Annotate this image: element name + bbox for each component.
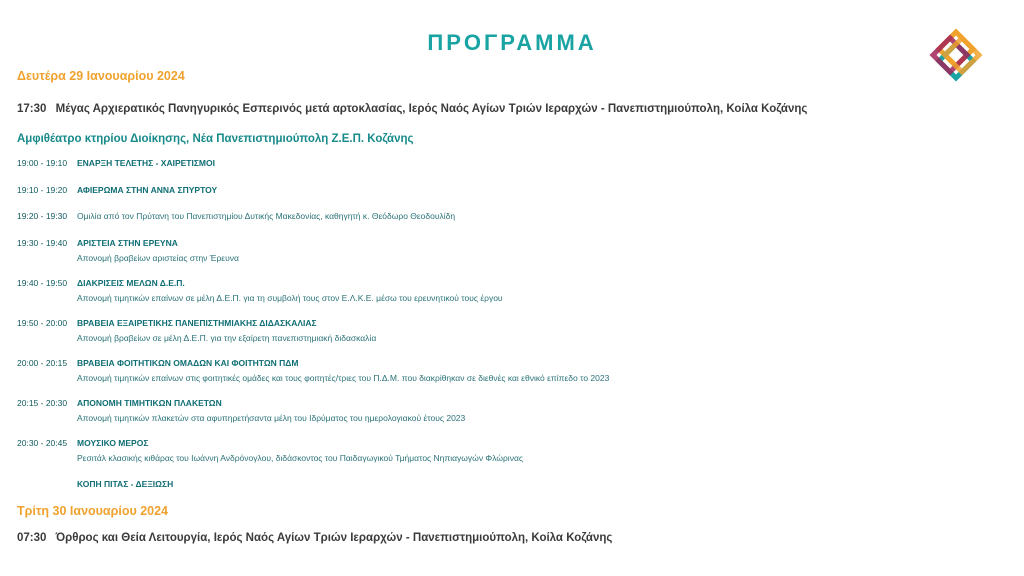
item-time: 20:00 - 20:15: [17, 358, 68, 368]
item-time: 19:00 - 19:10: [17, 158, 68, 168]
item-title: ΑΠΟΝΟΜΗ ΤΙΜΗΤΙΚΩΝ ΠΛΑΚΕΤΩΝ: [77, 398, 222, 408]
item-time: 19:30 - 19:40: [17, 238, 68, 248]
university-knot-logo-icon: [927, 26, 985, 84]
item-title: ΔΙΑΚΡΙΣΕΙΣ ΜΕΛΩΝ Δ.Ε.Π.: [77, 278, 185, 288]
liturgy-text: Όρθρος και Θεία Λειτουργία, Ιερός Ναός Αγίων Τριών Ιεραρχών - Πανεπιστημιούπολη, Κοίλα Κοζάνης: [55, 532, 613, 544]
venue-heading: Αμφιθέατρο κτηρίου Διοίκησης, Νέα Πανεπιστημιούπολη Ζ.Ε.Π. Κοζάνης: [17, 133, 414, 145]
item-description: Απονομή τιμητικών επαίνων στις φοιτητικές ομάδες και τους φοιτητές/τριες του Π.Δ.Μ. που διακρίθηκαν σε διεθνές και εθνικό επίπεδο το 2023: [77, 373, 610, 383]
program-item: [17, 211, 455, 221]
item-time: 19:50 - 20:00: [17, 318, 68, 328]
vespers-text: Μέγας Αρχιερατικός Πανηγυρικός Εσπερινός μετά αρτοκλασίας, Ιερός Ναός Αγίων Τριών Ιεραρχών - Πανεπιστημιούπολη, Κοίλα Κοζάνης: [55, 103, 808, 115]
item-time: 19:10 - 19:20: [17, 185, 68, 195]
program-item: [17, 318, 376, 343]
item-title: ΜΟΥΣΙΚΟ ΜΕΡΟΣ: [77, 438, 149, 448]
liturgy-event: [17, 532, 612, 544]
program-item: [17, 238, 239, 263]
item-description: Ρεσιτάλ κλασικής κιθάρας του Ιωάννη Ανδρόνογλου, διδάσκοντος του Παιδαγωγικού Τμήματος Νηπιαγωγών Φλώρινας: [77, 453, 523, 463]
page-title: ΠΡΟΓΡΑΜΜΑ: [427, 30, 597, 55]
item-time: 20:15 - 20:30: [17, 398, 68, 408]
item-description: Απονομή τιμητικών επαίνων σε μέλη Δ.Ε.Π. για τη συμβολή τους στον Ε.Λ.Κ.Ε. μέσω του ερευνητικού τους έργου: [77, 293, 503, 303]
day-heading-tuesday: Τρίτη 30 Ιανουαρίου 2024: [17, 504, 169, 518]
program-item: [17, 398, 465, 423]
item-time: 19:40 - 19:50: [17, 278, 68, 288]
vespers-time: 17:30: [17, 103, 47, 115]
program-item: [17, 358, 609, 383]
item-title: ΑΦΙΕΡΩΜΑ ΣΤΗΝ ΑΝΝΑ ΣΠΥΡΤΟΥ: [77, 185, 218, 195]
item-time: 20:30 - 20:45: [17, 438, 68, 448]
item-time: 19:20 - 19:30: [17, 211, 68, 221]
liturgy-time: 07:30: [17, 532, 47, 544]
item-title: ΒΡΑΒΕΙΑ ΦΟΙΤΗΤΙΚΩΝ ΟΜΑΔΩΝ ΚΑΙ ΦΟΙΤΗΤΩΝ ΠΔΜ: [77, 358, 299, 368]
item-title: ΒΡΑΒΕΙΑ ΕΞΑΙΡΕΤΙΚΗΣ ΠΑΝΕΠΙΣΤΗΜΙΑΚΗΣ ΔΙΔΑΣΚΑΛΙΑΣ: [77, 318, 317, 328]
item-title: ΕΝΑΡΞΗ ΤΕΛΕΤΗΣ - ΧΑΙΡΕΤΙΣΜΟΙ: [77, 158, 215, 168]
vespers-event: [17, 103, 807, 115]
program-item: [17, 438, 523, 463]
program-item: [17, 278, 503, 303]
item-title: ΚΟΠΗ ΠΙΤΑΣ - ΔΕΞΙΩΣΗ: [77, 479, 174, 489]
day-heading-monday: Δευτέρα 29 Ιανουαρίου 2024: [17, 69, 185, 83]
item-description: Απονομή βραβείων αριστείας στην Έρευνα: [77, 253, 239, 263]
program-item: [17, 158, 215, 168]
program-item: [17, 185, 217, 195]
item-description: Απονομή βραβείων σε μέλη Δ.Ε.Π. για την εξαίρετη πανεπιστημιακή διδασκαλία: [77, 333, 377, 343]
item-title: ΑΡΙΣΤΕΙΑ ΣΤΗΝ ΕΡΕΥΝΑ: [77, 238, 178, 248]
program-item: [17, 479, 173, 489]
item-description: Απονομή τιμητικών πλακετών στα αφυπηρετήσαντα μέλη του Ιδρύματος του ημερολογιακού έτους 2023: [77, 413, 466, 423]
item-title: Ομιλία από τον Πρύτανη του Πανεπιστημίου Δυτικής Μακεδονίας, καθηγητή κ. Θεόδωρο Θεοδουλίδη: [77, 211, 456, 221]
